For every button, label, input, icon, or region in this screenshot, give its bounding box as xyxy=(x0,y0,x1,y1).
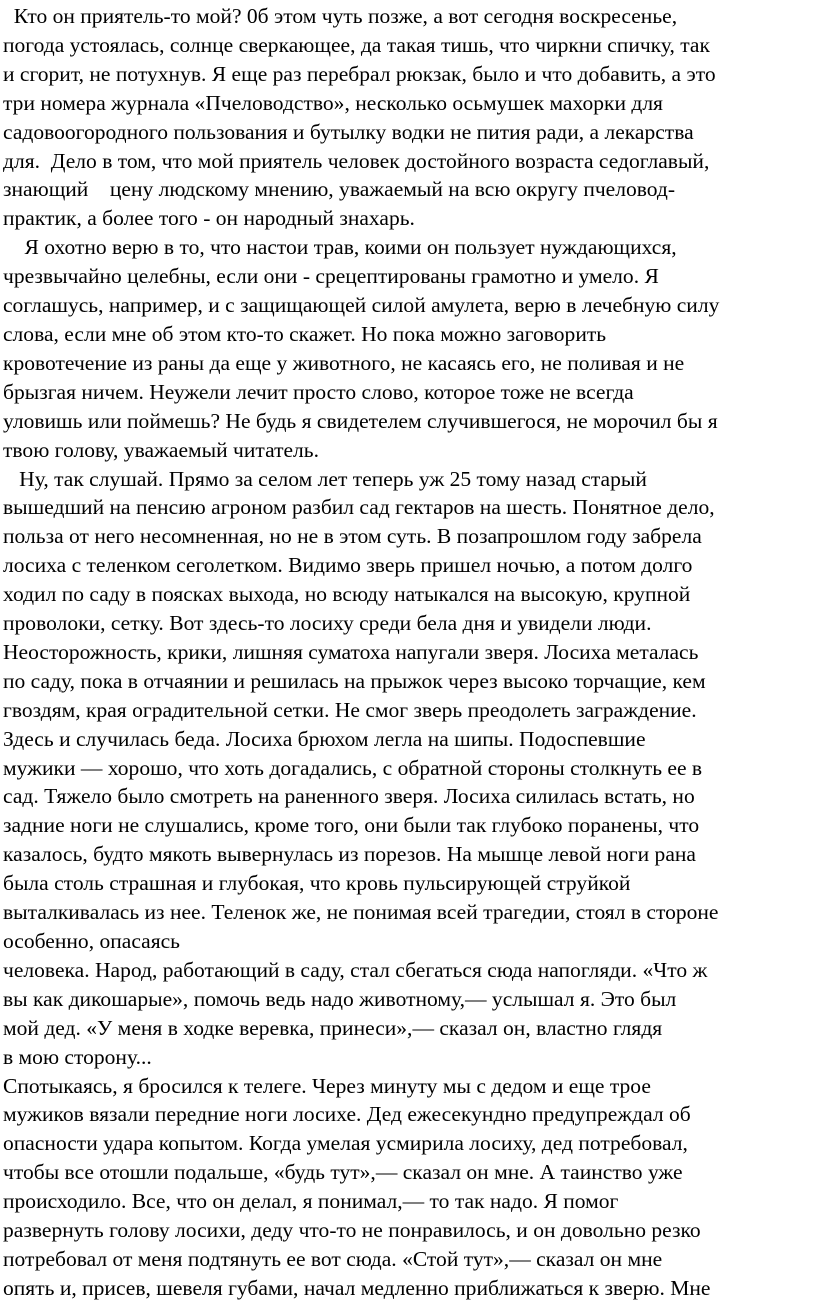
text-line: погода устоялась, солнце сверкающее, да такая тишь, что чиркни спичку, так xyxy=(3,32,710,57)
text-line: казалось, будто мякоть вывернулась из порезов. На мышце левой ноги рана xyxy=(3,842,696,867)
text-line: твою голову, уважаемый читатель. xyxy=(3,437,320,462)
text-line: три номера журнала «Пчеловодство», несколько осьмушек махорки для xyxy=(3,90,663,115)
text-line: для. Дело в том, что мой приятель человек достойного возраста седоглавый, xyxy=(3,148,710,173)
text-line: опасности удара копытом. Когда умелая усмирила лосиху, дед потребовал, xyxy=(3,1131,688,1156)
text-line: развернуть голову лосихи, деду что-то не понравилось, и он довольно резко xyxy=(3,1218,701,1243)
text-line: сад. Тяжело было смотреть на раненного зверя. Лосиха силилась встать, но xyxy=(3,784,695,809)
text-line: опять и, присев, шевеля губами, начал медленно приближаться к зверю. Мне xyxy=(3,1275,711,1300)
text-line: задние ноги не слушались, кроме того, они были так глубоко поранены, что xyxy=(3,813,700,838)
text-line: кровотечение из раны да еще у животного, не касаясь его, не поливая и не xyxy=(3,350,685,375)
text-line: Неосторожность, крики, лишняя суматоха напугали зверя. Лосиха металась xyxy=(3,639,699,664)
text-line: Кто он приятель-то мой? 0б этом чуть позже, а вот сегодня воскресенье, xyxy=(3,4,678,28)
text-line: гвоздям, края оградительной сетки. Не смог зверь преодолеть заграждение. xyxy=(3,697,697,722)
text-line: вышедший на пенсию агроном разбил сад гектаров на шесть. Понятное дело, xyxy=(3,495,715,520)
text-line: особенно, опасаясь xyxy=(3,929,181,953)
text-line: садовоогородного пользования и бутылку водки не пития ради, а лекарства xyxy=(3,119,694,144)
text-line: по саду, пока в отчаянии и решилась на прыжок через высоко торчащие, кем xyxy=(3,668,706,693)
text-line: мужики — хорошо, что хоть догадались, с обратной стороны столкнуть ее в xyxy=(3,755,703,780)
text-line: мужиков вязали передние ноги лосихе. Дед ежесекундно предупреждал об xyxy=(3,1102,691,1127)
text-line: в мою сторону... xyxy=(3,1044,152,1069)
text-line: вы как дикошарые», помочь ведь надо животному,— услышал я. Это был xyxy=(3,986,677,1011)
text-line: ходил по саду в поясках выхода, но всюду натыкался на высокую, крупной xyxy=(3,582,691,607)
text-line: выталкивалась из нее. Теленок же, не понимая всей трагедии, стоял в стороне xyxy=(3,900,719,925)
text-line: происходило. Все, что он делал, я понимал,— то так надо. Я помог xyxy=(3,1189,619,1214)
text-line: Здесь и случилась беда. Лосиха брюхом легла на шипы. Подоспевшие xyxy=(3,726,646,751)
text-line: чрезвычайно целебны, если они - срецептированы грамотно и умело. Я xyxy=(3,264,659,289)
text-line: была столь страшная и глубокая, что кровь пульсирующей струйкой xyxy=(3,871,631,896)
text-line: человека. Народ, работающий в саду, стал сбегаться сюда напогляди. «Что ж xyxy=(3,957,708,982)
text-line: практик, а более того - он народный знахарь. xyxy=(3,206,415,231)
text-line: потребовал от меня подтянуть ее вот сюда. «Стой тут»,— сказал он мне xyxy=(3,1246,663,1271)
text-line: Я охотно верю в то, что настои трав, коими он пользует нуждающихся, xyxy=(3,235,677,260)
text-line: брызгая ничем. Неужели лечит просто слово, которое тоже не всегда xyxy=(3,379,634,404)
text-line: Спотыкаясь, я бросился к телеге. Через минуту мы с дедом и еще трое xyxy=(3,1073,651,1098)
text-line: польза от него несомненная, но не в этом суть. В позапрошлом году забрела xyxy=(3,524,702,549)
text-line: лосиха с теленком сеголетком. Видимо зверь пришел ночью, а потом долго xyxy=(3,553,693,578)
text-line: проволоки, сетку. Вот здесь-то лосиху среди бела дня и увидели люди. xyxy=(3,611,652,636)
text-line: знающий цену людскому мнению, уважаемый на всю округу пчеловод- xyxy=(3,177,676,202)
text-line: мой дед. «У меня в ходке веревка, принеси»,— сказал он, властно глядя xyxy=(3,1015,663,1040)
text-line: соглашусь, например, и с защищающей силой амулета, верю в лечебную силу xyxy=(3,293,720,318)
text-line: и сгорит, не потухнув. Я еще раз перебрал рюкзак, было и что добавить, а это xyxy=(3,61,716,86)
text-line: уловишь или поймешь? Не будь я свидетелем случившегося, не морочил бы я xyxy=(3,408,718,433)
text-line: слова, если мне об этом кто-то скажет. Но пока можно заговорить xyxy=(3,321,607,346)
text-line: чтобы все отошли подальше, «будь тут»,— сказал он мне. А таинство уже xyxy=(3,1160,683,1185)
document-page xyxy=(3,2,815,1303)
text-line: Ну, так слушай. Прямо за селом лет теперь уж 25 тому назад старый xyxy=(3,466,647,491)
